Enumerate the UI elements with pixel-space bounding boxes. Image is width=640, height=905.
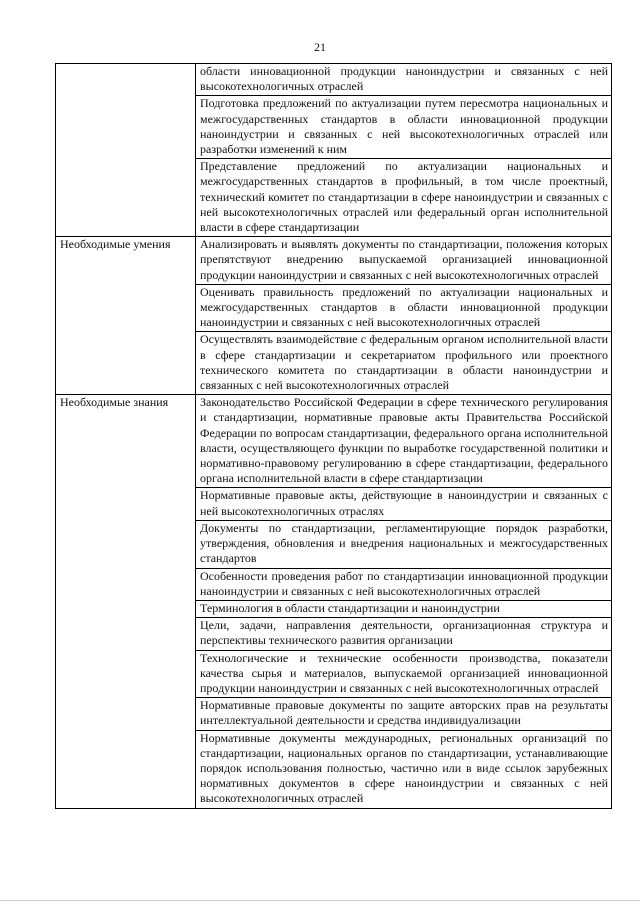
requirement-cell: области инновационной продукции наноиндустрии и связанных с ней высокотехнологичных отраслей xyxy=(196,64,612,96)
requirement-cell: Цели, задачи, направления деятельности, организационная структура и перспективы технического развития организации xyxy=(196,618,612,650)
requirement-cell: Осуществлять взаимодействие с федеральным органом исполнительной власти в сфере стандартизации и секретариатом профильного или проектного технического комитета по стандартизации в области наноиндустрии и связанных с ней высокотехнологичных отраслей xyxy=(196,332,612,395)
requirement-cell: Представление предложений по актуализации национальных и межгосударственных стандартов в профильный, в том числе проектный, технический комитет по стандартизации в сфере наноиндустрии и связанных с ней высокотехнологичных отраслей или федеральный орган исполнительной власти в сфере стандартизации xyxy=(196,159,612,237)
page-number: 21 xyxy=(314,40,326,54)
requirement-cell: Законодательство Российской Федерации в сфере технического регулирования и стандартизации, нормативные правовые акты Правительства Российской Федерации по вопросам стандартизации, федерального органа исполнительной власти, осуществляющего функции по выработке государственной политики и нормативно-правовому регулированию в сфере стандартизации, федерального органа исполнительной власти в сфере стандартизации xyxy=(196,395,612,488)
requirement-cell: Документы по стандартизации, регламентирующие порядок разработки, утверждения, обновления и внедрения национальных и межгосударственных стандартов xyxy=(196,520,612,568)
table-row xyxy=(56,64,612,96)
section-label-knowledge: Необходимые знания xyxy=(56,395,196,808)
section-label-skills: Необходимые умения xyxy=(56,237,196,395)
scan-edge xyxy=(0,900,640,905)
requirement-cell: Терминология в области стандартизации и наноиндустрии xyxy=(196,600,612,617)
requirement-cell: Нормативные документы международных, региональных организаций по стандартизации, национальных органов по стандартизации, устанавливающие порядок использования полностью, частично или в виде ссылок зарубежных нормативных документов в сфере наноиндустрии и связанных с ней высокотехнологичных отраслей xyxy=(196,730,612,808)
requirement-cell: Технологические и технические особенности производства, показатели качества сырья и материалов, выпускаемой организацией инновационной продукции наноиндустрии и связанных с ней высокотехнологичных отраслей xyxy=(196,650,612,698)
requirement-cell: Особенности проведения работ по стандартизации инновационной продукции наноиндустрии и связанных с ней высокотехнологичных отраслей xyxy=(196,568,612,600)
requirement-cell: Нормативные правовые акты, действующие в наноиндустрии и связанных с ней высокотехнологичных отраслях xyxy=(196,488,612,520)
competency-table xyxy=(55,63,612,809)
table-row xyxy=(56,237,612,285)
requirement-cell: Подготовка предложений по актуализации путем пересмотра национальных и межгосударственных стандартов в области инновационной продукции наноиндустрии и связанных с ней высокотехнологичных отраслей или разработки изменений к ним xyxy=(196,96,612,159)
requirement-cell: Анализировать и выявлять документы по стандартизации, положения которых препятствуют внедрению выпускаемой организацией инновационной продукции наноиндустрии и связанных с ней высокотехнологичных отраслей xyxy=(196,237,612,285)
table-row xyxy=(56,395,612,488)
requirement-cell: Оценивать правильность предложений по актуализации национальных и межгосударственных стандартов в области инновационной продукции наноиндустрии и связанных с ней высокотехнологичных отраслей xyxy=(196,284,612,332)
requirement-cell: Нормативные правовые документы по защите авторских прав на результаты интеллектуальной деятельности и средства индивидуализации xyxy=(196,698,612,730)
section-label xyxy=(56,64,196,237)
